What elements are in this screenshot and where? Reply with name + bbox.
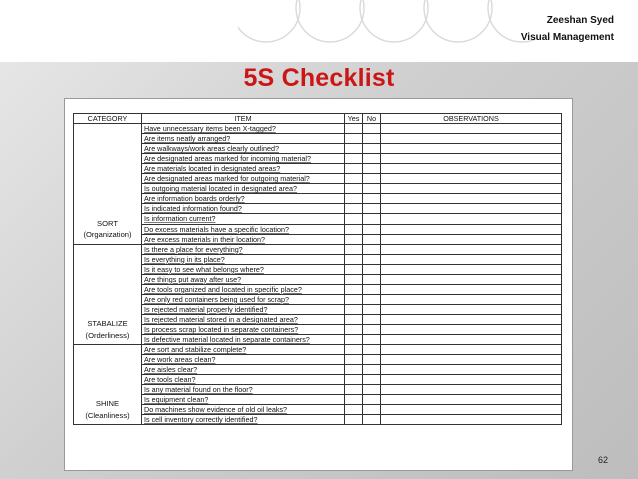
- table-row: [74, 365, 562, 375]
- item-cell: Is rejected material stored in a designated area?: [142, 314, 345, 324]
- no-cell[interactable]: [363, 174, 381, 184]
- table-row: [74, 264, 562, 274]
- yes-cell[interactable]: [345, 415, 363, 425]
- col-observations: OBSERVATIONS: [381, 114, 562, 124]
- item-cell: Is rejected material properly identified?: [142, 304, 345, 314]
- yes-cell[interactable]: [345, 405, 363, 415]
- category-name: STABALIZE: [87, 319, 128, 329]
- yes-cell[interactable]: [345, 324, 363, 334]
- category-cell: [74, 244, 142, 344]
- observations-cell[interactable]: [381, 234, 562, 244]
- item-cell: Are walkways/work areas clearly outlined?: [142, 144, 345, 154]
- no-cell[interactable]: [363, 184, 381, 194]
- item-cell: Are tools organized and located in specific place?: [142, 284, 345, 294]
- table-row: [74, 294, 562, 304]
- observations-cell[interactable]: [381, 385, 562, 395]
- table-row: [74, 184, 562, 194]
- table-row: [74, 214, 562, 224]
- category-desc: (Orderliness): [85, 330, 130, 340]
- no-cell[interactable]: [363, 244, 381, 254]
- no-cell[interactable]: [363, 144, 381, 154]
- yes-cell[interactable]: [345, 304, 363, 314]
- no-cell[interactable]: [363, 224, 381, 234]
- yes-cell[interactable]: [345, 144, 363, 154]
- observations-cell[interactable]: [381, 244, 562, 254]
- no-cell[interactable]: [363, 415, 381, 425]
- observations-cell[interactable]: [381, 284, 562, 294]
- yes-cell[interactable]: [345, 134, 363, 144]
- item-cell: Do machines show evidence of old oil leaks?: [142, 405, 345, 415]
- yes-cell[interactable]: [345, 224, 363, 234]
- observations-cell[interactable]: [381, 375, 562, 385]
- yes-cell[interactable]: [345, 385, 363, 395]
- table-row: [74, 345, 562, 355]
- item-cell: Is cell inventory correctly identified?: [142, 415, 345, 425]
- observations-cell[interactable]: [381, 314, 562, 324]
- observations-cell[interactable]: [381, 264, 562, 274]
- no-cell[interactable]: [363, 274, 381, 284]
- item-cell: Are things put away after use?: [142, 274, 345, 284]
- item-cell: Are materials located in designated areas?: [142, 164, 345, 174]
- category-cell: [74, 124, 142, 245]
- item-cell: Are designated areas marked for outgoing material?: [142, 174, 345, 184]
- checklist-body: [74, 124, 562, 425]
- category-desc: (Organization): [83, 230, 132, 240]
- table-row: [74, 244, 562, 254]
- yes-cell[interactable]: [345, 124, 363, 134]
- item-cell: Is outgoing material located in designated area?: [142, 184, 345, 194]
- no-cell[interactable]: [363, 304, 381, 314]
- yes-cell[interactable]: [345, 345, 363, 355]
- no-cell[interactable]: [363, 214, 381, 224]
- table-row: [74, 164, 562, 174]
- col-no: No: [363, 114, 381, 124]
- table-row: [74, 194, 562, 204]
- item-cell: Are aisles clear?: [142, 365, 345, 375]
- no-cell[interactable]: [363, 284, 381, 294]
- table-row: [74, 395, 562, 405]
- observations-cell[interactable]: [381, 194, 562, 204]
- yes-cell[interactable]: [345, 194, 363, 204]
- decorative-circles: [238, 0, 538, 62]
- item-cell: Do excess materials have a specific location?: [142, 224, 345, 234]
- category-name: SHINE: [95, 399, 120, 409]
- no-cell[interactable]: [363, 294, 381, 304]
- observations-cell[interactable]: [381, 304, 562, 314]
- observations-cell[interactable]: [381, 365, 562, 375]
- item-cell: Is process scrap located in separate containers?: [142, 324, 345, 334]
- yes-cell[interactable]: [345, 204, 363, 214]
- observations-cell[interactable]: [381, 144, 562, 154]
- no-cell[interactable]: [363, 335, 381, 345]
- item-cell: Are sort and stabilize complete?: [142, 345, 345, 355]
- no-cell[interactable]: [363, 324, 381, 334]
- item-cell: Is defective material located in separate containers?: [142, 335, 345, 345]
- yes-cell[interactable]: [345, 264, 363, 274]
- table-row: [74, 124, 562, 134]
- yes-cell[interactable]: [345, 164, 363, 174]
- yes-cell[interactable]: [345, 184, 363, 194]
- item-cell: Are information boards orderly?: [142, 194, 345, 204]
- observations-cell[interactable]: [381, 324, 562, 334]
- header-banner: [0, 0, 638, 62]
- col-item: ITEM: [142, 114, 345, 124]
- no-cell[interactable]: [363, 254, 381, 264]
- no-cell[interactable]: [363, 405, 381, 415]
- item-cell: Is equipment clean?: [142, 395, 345, 405]
- observations-cell[interactable]: [381, 355, 562, 365]
- no-cell[interactable]: [363, 164, 381, 174]
- observations-cell[interactable]: [381, 254, 562, 264]
- item-cell: Are tools clean?: [142, 375, 345, 385]
- yes-cell[interactable]: [345, 214, 363, 224]
- item-cell: Is indicated information found?: [142, 204, 345, 214]
- category-cell: [74, 345, 142, 425]
- yes-cell[interactable]: [345, 365, 363, 375]
- table-row: [74, 174, 562, 184]
- no-cell[interactable]: [363, 395, 381, 405]
- table-row: [74, 324, 562, 334]
- table-row: [74, 284, 562, 294]
- no-cell[interactable]: [363, 385, 381, 395]
- no-cell[interactable]: [363, 204, 381, 214]
- table-row: [74, 335, 562, 345]
- category-desc: (Cleanliness): [85, 410, 130, 420]
- yes-cell[interactable]: [345, 375, 363, 385]
- no-cell[interactable]: [363, 264, 381, 274]
- item-cell: Are excess materials in their location?: [142, 234, 345, 244]
- item-cell: Are only red containers being used for scrap?: [142, 294, 345, 304]
- table-row: [74, 134, 562, 144]
- table-row: [74, 144, 562, 154]
- table-row: [74, 375, 562, 385]
- yes-cell[interactable]: [345, 284, 363, 294]
- item-cell: Is it easy to see what belongs where?: [142, 264, 345, 274]
- no-cell[interactable]: [363, 365, 381, 375]
- yes-cell[interactable]: [345, 395, 363, 405]
- observations-cell[interactable]: [381, 204, 562, 214]
- observations-cell[interactable]: [381, 415, 562, 425]
- table-row: [74, 254, 562, 264]
- table-row: [74, 204, 562, 214]
- observations-cell[interactable]: [381, 154, 562, 164]
- item-cell: Is any material found on the floor?: [142, 385, 345, 395]
- table-row: [74, 415, 562, 425]
- yes-cell[interactable]: [345, 154, 363, 164]
- item-cell: Is information current?: [142, 214, 345, 224]
- table-row: [74, 154, 562, 164]
- no-cell[interactable]: [363, 345, 381, 355]
- col-category: CATEGORY: [74, 114, 142, 124]
- item-cell: Have unnecessary items been X-tagged?: [142, 124, 345, 134]
- yes-cell[interactable]: [345, 174, 363, 184]
- checklist-table: [73, 113, 562, 425]
- item-cell: Is everything in its place?: [142, 254, 345, 264]
- no-cell[interactable]: [363, 375, 381, 385]
- yes-cell[interactable]: [345, 274, 363, 284]
- item-cell: Are items neatly arranged?: [142, 134, 345, 144]
- no-cell[interactable]: [363, 154, 381, 164]
- table-row: [74, 224, 562, 234]
- no-cell[interactable]: [363, 134, 381, 144]
- author-subtitle: Visual Management: [520, 32, 614, 43]
- author-block: [521, 12, 614, 46]
- table-row: [74, 304, 562, 314]
- table-row: [74, 385, 562, 395]
- header-row: [74, 114, 562, 124]
- col-yes: Yes: [345, 114, 363, 124]
- category-name: SORT: [97, 218, 118, 228]
- table-row: [74, 355, 562, 365]
- checklist-sheet: [64, 98, 573, 471]
- observations-cell[interactable]: [381, 274, 562, 284]
- yes-cell[interactable]: [345, 355, 363, 365]
- yes-cell[interactable]: [345, 254, 363, 264]
- observations-cell[interactable]: [381, 134, 562, 144]
- yes-cell[interactable]: [345, 314, 363, 324]
- observations-cell[interactable]: [381, 405, 562, 415]
- observations-cell[interactable]: [381, 294, 562, 304]
- table-row: [74, 405, 562, 415]
- observations-cell[interactable]: [381, 174, 562, 184]
- no-cell[interactable]: [363, 355, 381, 365]
- observations-cell[interactable]: [381, 345, 562, 355]
- no-cell[interactable]: [363, 234, 381, 244]
- observations-cell[interactable]: [381, 214, 562, 224]
- observations-cell[interactable]: [381, 184, 562, 194]
- yes-cell[interactable]: [345, 294, 363, 304]
- page-title: 5S Checklist: [243, 64, 395, 92]
- page-number: 62: [598, 455, 609, 465]
- yes-cell[interactable]: [345, 244, 363, 254]
- observations-cell[interactable]: [381, 164, 562, 174]
- item-cell: Are designated areas marked for incoming material?: [142, 154, 345, 164]
- yes-cell[interactable]: [345, 335, 363, 345]
- observations-cell[interactable]: [381, 395, 562, 405]
- table-row: [74, 274, 562, 284]
- observations-cell[interactable]: [381, 124, 562, 134]
- observations-cell[interactable]: [381, 224, 562, 234]
- no-cell[interactable]: [363, 124, 381, 134]
- author-name: Zeeshan Syed: [546, 15, 614, 26]
- item-cell: Are work areas clean?: [142, 355, 345, 365]
- table-row: [74, 314, 562, 324]
- no-cell[interactable]: [363, 314, 381, 324]
- observations-cell[interactable]: [381, 335, 562, 345]
- no-cell[interactable]: [363, 194, 381, 204]
- table-row: [74, 234, 562, 244]
- yes-cell[interactable]: [345, 234, 363, 244]
- item-cell: Is there a place for everything?: [142, 244, 345, 254]
